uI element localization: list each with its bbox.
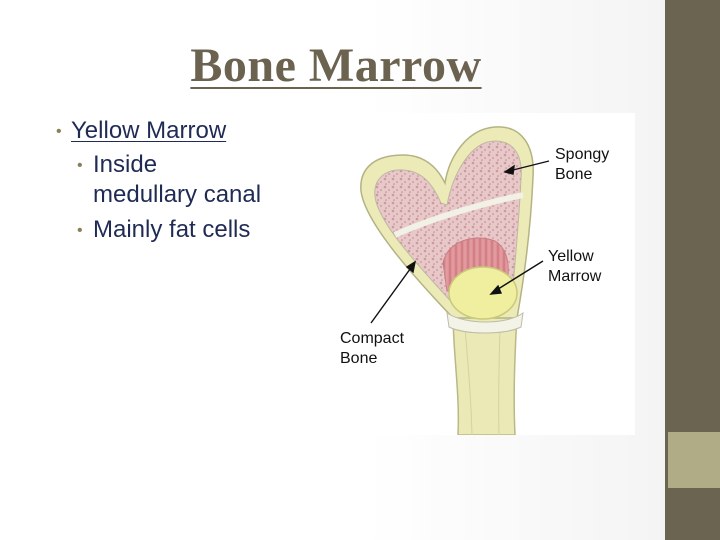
title-text: Bone Marrow — [190, 39, 482, 92]
bullet-level2-item — [57, 215, 261, 245]
bullet-list — [57, 116, 261, 245]
label-line: Spongy — [555, 146, 610, 163]
label-line: Compact — [340, 330, 405, 347]
slide-title — [0, 38, 672, 93]
label-compact-bone — [340, 329, 404, 369]
side-accent-block — [668, 432, 720, 488]
label-yellow-marrow — [548, 247, 601, 287]
label-spongy-bone — [555, 145, 609, 185]
bullet-level2-item — [57, 150, 261, 210]
yellow-marrow — [449, 267, 517, 319]
bullet-level2-text: Inside — [93, 151, 158, 178]
label-line: Bone — [340, 350, 378, 367]
bullet-dot-icon: • — [56, 123, 62, 140]
bullet-dot-icon: • — [77, 222, 83, 239]
label-line: Bone — [555, 166, 593, 183]
bullet-level2-text: Mainly fat cells — [93, 216, 251, 243]
label-line: Yellow — [548, 248, 594, 265]
bone-diagram — [335, 113, 635, 435]
bullet-level1-item — [57, 116, 261, 146]
bullet-level2-continuation: medullary canal — [93, 181, 262, 208]
bullet-level1-text: Yellow Marrow — [71, 117, 227, 144]
label-line: Marrow — [548, 268, 602, 285]
bullet-dot-icon: • — [77, 157, 83, 174]
